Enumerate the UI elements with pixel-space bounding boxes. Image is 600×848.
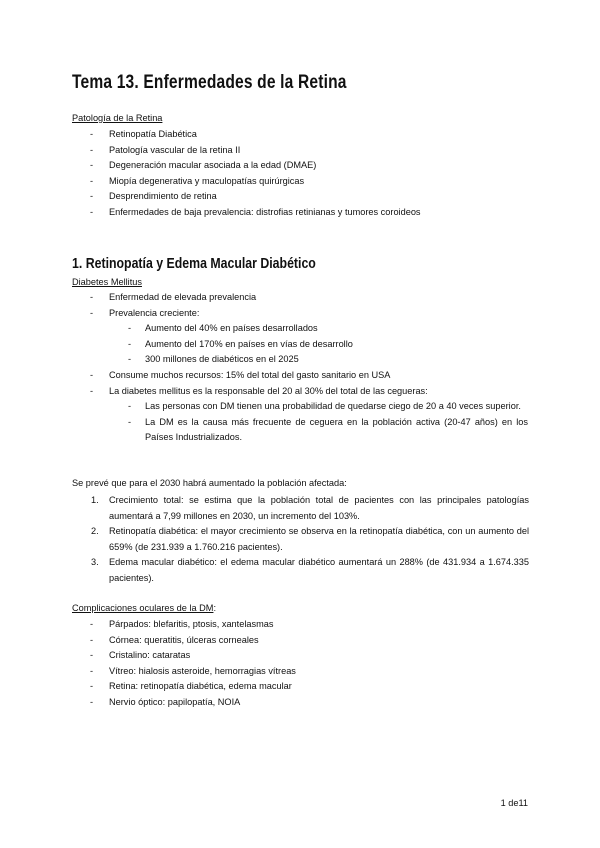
list-item: - Aumento del 40% en países desarrollados [128,323,318,334]
list-item: - Aumento del 170% en países en vías de desarrollo [128,338,353,349]
document-page: Tema 13. Enfermedades de la Retina Patología de la Retina - Retinopatía Diabética - Patología vascular de la retina II - Degeneración macular asociada a la edad (DMAE) - Miopía degenerativa y maculopatías quirúrgicas - Desprendimiento de retina - Enfermedades de baja prevalencia: distrofias retinianas y tumores coroideos 1. Retinopatía y Edema Macular Diabético Diabetes Mellitus - Enfermedad de elevada prevalencia - Prevalencia creciente: - Aumento del 40% en países desarrollados - Aumento del 170% en países en vías de desarrollo - 300 millones de diabéticos en el 2025 - Consume muchos recursos: 15% del total del gasto sanitario en USA - La diabetes mellitus es la responsable del 20 al 30% del total de las cegueras: - Las personas con DM tienen una probabilidad de quedarse ciego de 20 a 40 veces superior. - La DM es la causa más frecuente de ceguera en la población activa (20-47 años) en los Países Industrializados. Se prevé que para el 2030 habrá aumentado la población afectada: 1. Crecimiento total: se estima que la población total de pacientes con las principales patologías aumentará a 7,99 millones en 2030, un incremento del 103%. 2. Retinopatía diabética: el mayor crecimiento se observa en la retinopatía diabética, con un aumento del 659% (de 231.939 a 1.760.216 pacientes). 3. Edema macular diabético: el edema macular diabético aumentará un 288% (de 431.934 a 1.674.335 pacientes). Complicaciones oculares de la DM: - Párpados: blefaritis, ptosis, xantelasmas - Córnea: queratitis, úlceras corneales - Cristalino: cataratas - Vítreo: hialosis asteroide, hemorragias vítreas - Retina: retinopatía diabética, edema macular - Nervio óptico: papilopatía, NOIA 1 de11 [72,72,529,808]
list-item: - Las personas con DM tienen una probabilidad de quedarse ciego de 20 a 40 veces superior. [128,401,521,412]
forecast-list [72,493,529,587]
list-item: - Consume muchos recursos: 15% del total del gasto sanitario en USA [90,369,391,380]
section-title-retinopatia: 1. Retinopatía y Edema Macular Diabético [72,256,316,272]
numbered-item: 3. Edema macular diabético: el edema macular diabético aumentará un 288% (de 431.934 a 1.674.335 pacientes). [91,557,529,583]
section-heading-patologia: Patología de la Retina [72,113,163,123]
numbered-item: 1. Crecimiento total: se estima que la población total de pacientes con las principales patologías aumentará a 7,99 millones en 2030, un incremento del 103%. [91,495,529,521]
subheading-diabetes: Diabetes Mellitus [72,277,142,287]
list-item: - La diabetes mellitus es la responsable del 20 al 30% del total de las cegueras: [90,385,428,396]
forecast-intro: Se prevé que para el 2030 habrá aumentado la población afectada: [72,478,347,488]
page-title: Tema 13. Enfermedades de la Retina [72,72,347,93]
list-item: - Enfermedad de elevada prevalencia [90,292,257,302]
complications-heading: Complicaciones oculares de la DM: [72,603,217,613]
list-item: - 300 millones de diabéticos en el 2025 [128,354,299,365]
list-item: - Prevalencia creciente: [90,307,200,318]
numbered-item: 2. Retinopatía diabética: el mayor crecimiento se observa en la retinopatía diabética, con un aumento del 659% (de 231.939 a 1.760.216 pacientes). [91,526,529,552]
list-item: - La DM es la causa más frecuente de ceguera en la población activa (20-47 años) en los Países Industrializados. [128,416,528,443]
page-number: 1 de11 [500,798,528,808]
diabetes-list [72,290,528,446]
